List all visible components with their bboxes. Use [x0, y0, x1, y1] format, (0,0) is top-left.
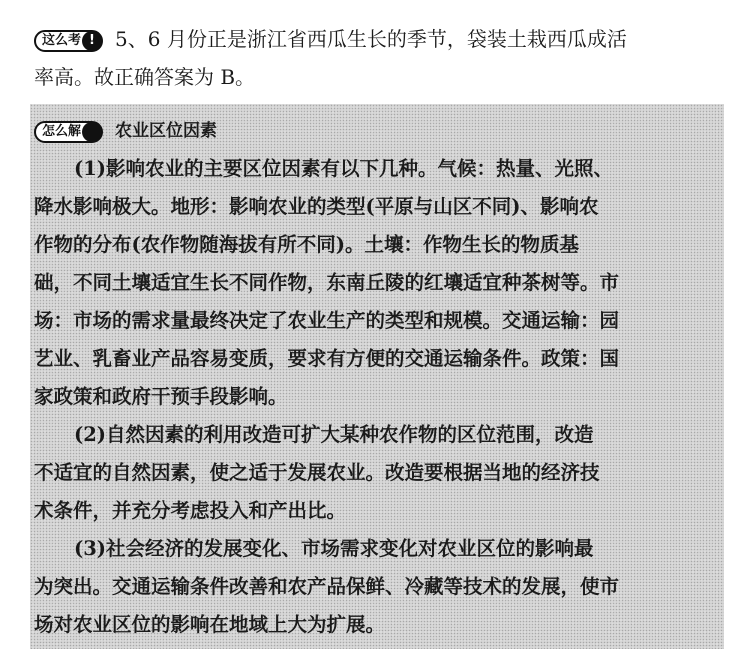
zheme-kao-badge	[34, 30, 103, 52]
paragraph-2-line: 术条件，并充分考虑投入和产出比。	[34, 499, 347, 522]
paragraph-3-line: 为突出。交通运输条件改善和农产品保鲜、冷藏等技术的发展，使市	[34, 575, 620, 598]
paragraph-3-line: 场对农业区位的影响在地域上大为扩展。	[34, 613, 386, 636]
zheme-kao-badge-label: 这么考	[42, 33, 82, 48]
paragraph-1-line: 家政策和政府干预手段影响。	[34, 385, 288, 408]
paragraph-1-line: 艺业、乳畜业产品容易变质，要求有方便的交通运输条件。政策：国	[34, 347, 620, 370]
paragraph-2-line: 不适宜的自然因素，使之适于发展农业。改造要根据当地的经济技	[34, 461, 600, 484]
section-heading: 农业区位因素	[115, 121, 218, 141]
zenme-jie-badge-label: 怎么解	[42, 124, 82, 139]
paragraph-1-line: 础，不同土壤适宜生长不同作物，东南丘陵的红壤适宜种茶树等。市	[34, 271, 620, 294]
paragraph-1-line: (1)影响农业的主要区位因素有以下几种。气候：热量、光照、	[74, 157, 614, 180]
zenme-jie-badge	[34, 121, 103, 143]
answer-text-line: 率高。故正确答案为 B。	[34, 65, 256, 89]
paragraph-1-line: 场：市场的需求量最终决定了农业生产的类型和规模。交通运输：园	[34, 309, 620, 332]
explanation-box	[30, 104, 724, 649]
answer-text-line: 5、6 月份正是浙江省西瓜生长的季节，袋装土栽西瓜成活	[115, 27, 627, 51]
answer-line-1	[34, 20, 724, 58]
paragraph-1-line: 降水影响极大。地形：影响农业的类型(平原与山区不同)、影响农	[34, 195, 599, 218]
exclamation-icon: !	[82, 31, 102, 51]
answer-section	[34, 20, 724, 96]
explanation-heading	[34, 112, 722, 150]
filled-circle-icon	[82, 122, 102, 142]
paragraph-1-line: 作物的分布(农作物随海拔有所不同)。土壤：作物生长的物质基	[34, 233, 579, 256]
paragraph-3-line: (3)社会经济的发展变化、市场需求变化对农业区位的影响最	[74, 537, 594, 560]
answer-line-2	[34, 58, 724, 96]
paragraph-2-line: (2)自然因素的利用改造可扩大某种农作物的区位范围，改造	[74, 423, 594, 446]
